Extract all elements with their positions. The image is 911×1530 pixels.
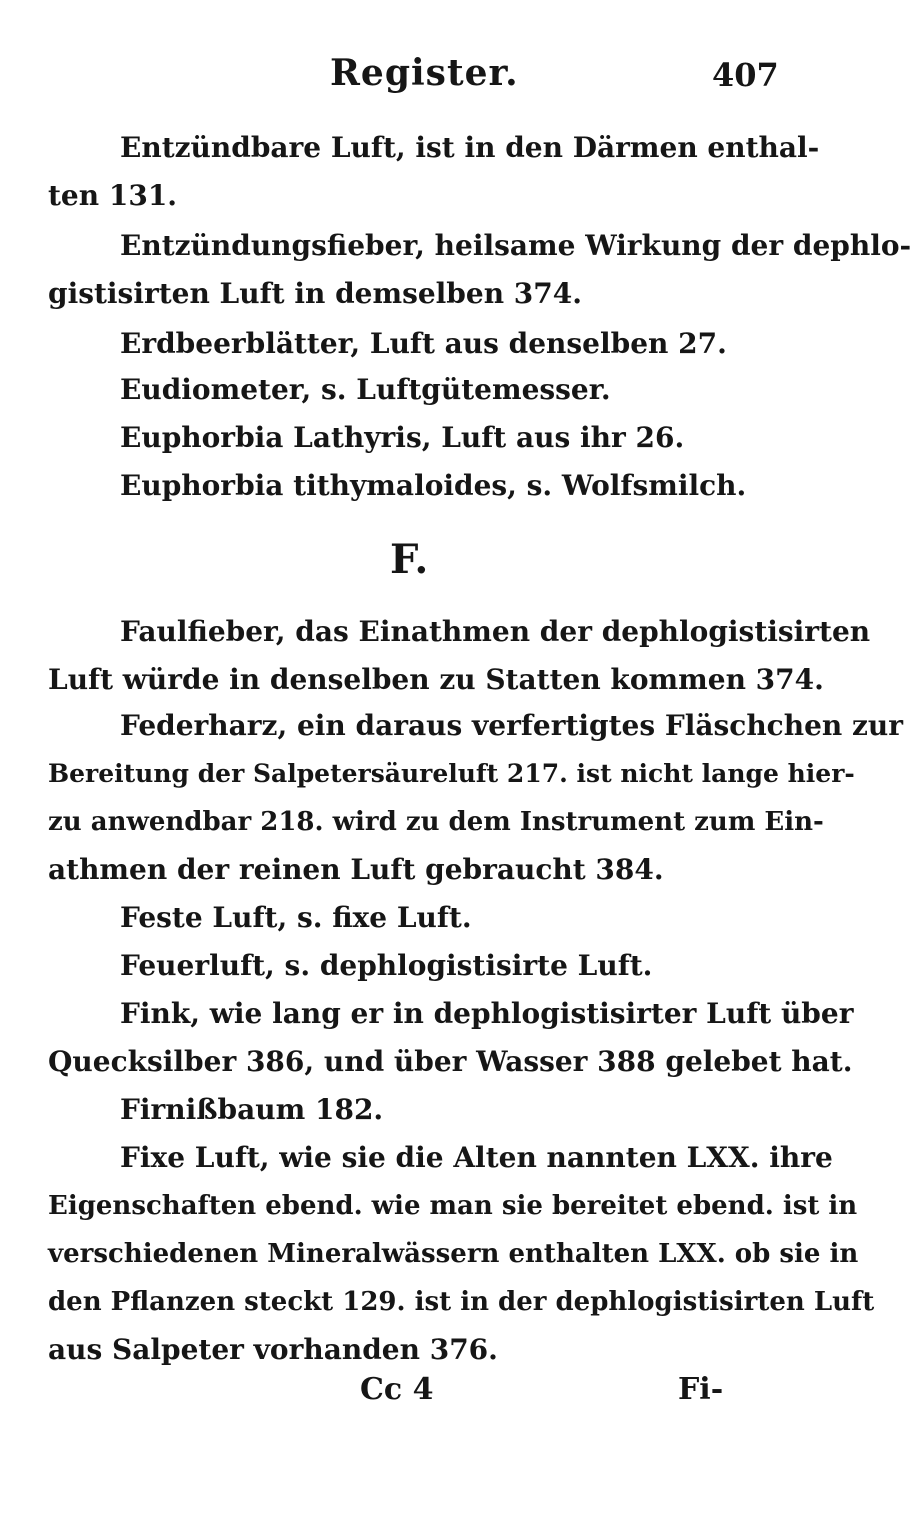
index-line: Euphorbia Lathyris, Luft aus ihr 26. (120, 421, 685, 454)
index-line: Firnißbaum 182. (120, 1093, 384, 1126)
index-line: Quecksilber 386, und über Wasser 388 gelebet hat. (48, 1045, 853, 1078)
index-line: ten 131. (48, 179, 178, 212)
index-line: Feste Luft, s. fixe Luft. (120, 901, 472, 934)
index-line: Fink, wie lang er in dephlogistisirter Luft über (120, 997, 854, 1030)
index-line: Entzündungsfieber, heilsame Wirkung der dephlo- (120, 229, 911, 262)
index-line: Feuerluft, s. dephlogistisirte Luft. (120, 949, 653, 982)
index-line: Euphorbia tithymaloides, s. Wolfsmilch. (120, 469, 747, 502)
index-line: aus Salpeter vorhanden 376. (48, 1333, 498, 1366)
index-line: gistisirten Luft in demselben 374. (48, 277, 582, 310)
index-line: Eigenschaften ebend. wie man sie bereitet ebend. ist in (48, 1191, 858, 1221)
signature-mark: Cc 4 (360, 1372, 434, 1407)
index-line: den Pflanzen steckt 129. ist in der dephlogistisirten Luft (48, 1287, 875, 1317)
running-header-title: Register. (330, 52, 519, 94)
index-line: Eudiometer, s. Luftgütemesser. (120, 373, 611, 406)
catchword: Fi- (678, 1372, 724, 1407)
index-line: zu anwendbar 218. wird zu dem Instrument zum Ein- (48, 807, 824, 837)
index-line: Federharz, ein daraus verfertigtes Fläschchen zur (120, 709, 904, 742)
index-line: Bereitung der Salpetersäureluft 217. ist nicht lange hier- (48, 759, 855, 788)
index-line: Fixe Luft, wie sie die Alten nannten LXX. ihre (120, 1141, 833, 1174)
index-line: Luft würde in denselben zu Statten kommen 374. (48, 663, 824, 696)
index-line: athmen der reinen Luft gebraucht 384. (48, 853, 664, 886)
index-line: Erdbeerblätter, Luft aus denselben 27. (120, 327, 727, 360)
section-letter-heading: F. (390, 536, 429, 583)
index-line: Faulfieber, das Einathmen der dephlogistisirten (120, 615, 871, 648)
page-number: 407 (712, 56, 779, 94)
index-line: Entzündbare Luft, ist in den Därmen enthal- (120, 131, 820, 164)
index-line: verschiedenen Mineralwässern enthalten LXX. ob sie in (48, 1239, 859, 1269)
